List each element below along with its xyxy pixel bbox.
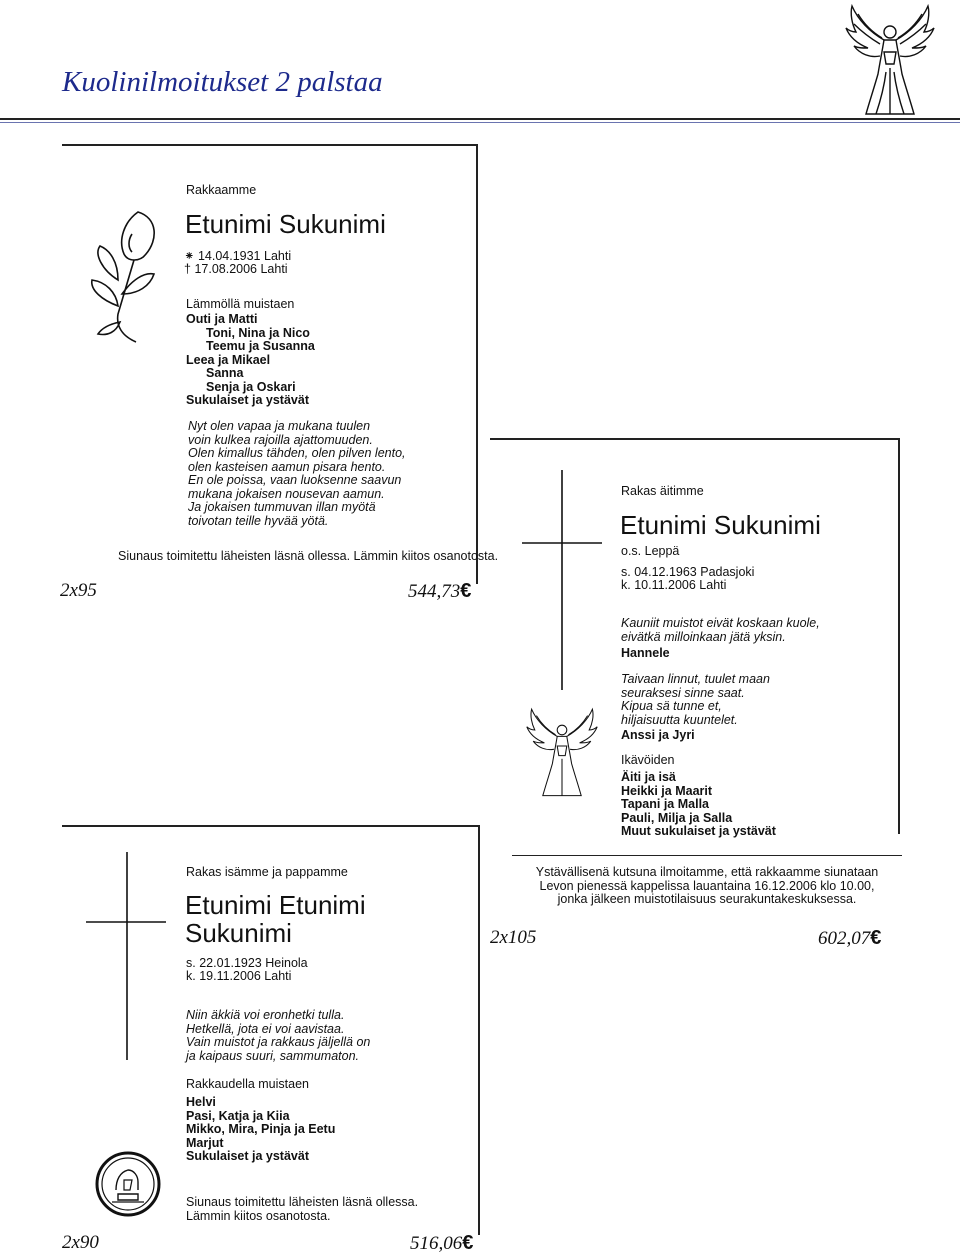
poem-line: olen kasteisen aamun pisara hento.: [188, 459, 386, 474]
angel-icon: [840, 2, 940, 120]
mourner: Heikki ja Maarit: [621, 783, 713, 798]
mourner: Sukulaiset ja ystävät: [186, 393, 309, 407]
mourner: Toni, Nina ja Nico: [206, 325, 310, 340]
mourner: Leea ja Mikael: [186, 352, 271, 367]
mourner: Sanna: [206, 366, 244, 380]
poem-line: Ja jokaisen tummuvan illan myötä: [188, 500, 376, 514]
poem-line: voin kulkea rajoilla ajattomuuden.: [188, 432, 373, 447]
notice-2-maiden: o.s. Leppä: [621, 544, 680, 558]
verse-line: Kauniit muistot eivät koskaan kuole,: [621, 616, 820, 630]
notice-2-price: [818, 927, 881, 950]
notice-2-verse-1: [621, 617, 820, 644]
notice-1-price: [408, 580, 471, 603]
page-title: Kuolinilmoitukset 2 palstaa: [62, 66, 383, 98]
mourner: Helvi: [186, 1095, 216, 1109]
notice-3-born: s. 22.01.1923 Heinola: [186, 956, 308, 970]
footer-line: jonka jälkeen muistotilaisuus seurakuntakeskuksessa.: [557, 892, 857, 906]
header-rule-top: [0, 118, 960, 120]
calla-lily-icon: [88, 210, 172, 350]
notice-1-mourners: [186, 313, 315, 408]
notice-3-price: [410, 1232, 473, 1255]
notice-1-intro: Rakkaamme: [186, 183, 257, 197]
mourner: Pasi, Katja ja Kiia: [186, 1108, 290, 1123]
verse-line: Kipua sä tunne et,: [621, 699, 722, 713]
notice-1-footer: Siunaus toimitettu läheisten läsnä ollessa. Lämmin kiitos osanotosta.: [118, 549, 499, 563]
mourner: Outi ja Matti: [186, 312, 258, 326]
poem-line: Olen kimallus tähden, olen pilven lento,: [188, 446, 406, 460]
notice-3-mourners-intro: Rakkaudella muistaen: [186, 1077, 309, 1091]
mourner: Teemu ja Susanna: [206, 339, 315, 353]
fisherman-medallion-icon: [94, 1150, 162, 1218]
mourner: Senja ja Oskari: [206, 379, 296, 394]
mourner: Sukulaiset ja ystävät: [186, 1149, 309, 1163]
notice-2-signer-1: Hannele: [621, 646, 670, 660]
notice-3-mourners: [186, 1096, 335, 1164]
footer-line: Levon pienessä kappelissa lauantaina 16.12.2006 klo 10.00,: [539, 878, 875, 893]
notice-1-size: 2x95: [60, 580, 97, 601]
notice-2-died: k. 10.11.2006 Lahti: [621, 578, 727, 592]
mourner: Mikko, Mira, Pinja ja Eetu: [186, 1122, 336, 1136]
poem-line: ja kaipaus suuri, sammumaton.: [186, 1048, 359, 1063]
price-value: 516,06: [410, 1233, 463, 1254]
notice-2-name: Etunimi Sukunimi: [620, 510, 821, 540]
verse-line: Taivaan linnut, tuulet maan: [621, 672, 770, 686]
notice-3-name-line-2: Sukunimi: [185, 918, 292, 948]
notice-2-signer-2: Anssi ja Jyri: [621, 728, 695, 742]
birth-star-icon: ⁕: [184, 249, 198, 263]
notice-3-name-line-1: Etunimi Etunimi: [185, 890, 366, 920]
mourner: Pauli, Milja ja Salla: [621, 810, 733, 825]
notice-2-born: s. 04.12.1963 Padasjoki: [621, 565, 755, 579]
header-rule-bottom: [0, 122, 960, 123]
price-value: 602,07: [818, 928, 871, 949]
poem-line: toivotan teille hyvää yötä.: [188, 513, 329, 528]
cross-and-angel-icon: [516, 470, 606, 830]
euro-symbol: €: [462, 1232, 474, 1254]
poem-line: Vain muistot ja rakkaus jäljellä on: [186, 1035, 371, 1049]
poem-line: En ole poissa, vaan luoksenne saavun: [188, 473, 402, 487]
notice-1-born: 14.04.1931 Lahti: [197, 249, 292, 263]
mourner: Muut sukulaiset ja ystävät: [621, 824, 776, 838]
mourner: Marjut: [186, 1135, 224, 1150]
notice-3-footer: [186, 1196, 418, 1223]
verse-line: hiljaisuutta kuuntelet.: [621, 712, 738, 727]
notice-1-name: Etunimi Sukunimi: [185, 209, 386, 239]
poem-line: Nyt olen vapaa ja mukana tuulen: [188, 419, 371, 433]
notice-2-verse-2: [621, 673, 770, 727]
mourner: Tapani ja Malla: [621, 797, 709, 811]
notice-1-died: 17.08.2006 Lahti: [194, 262, 288, 276]
notice-2-size: 2x105: [490, 927, 537, 948]
notice-3-intro: Rakas isämme ja pappamme: [186, 865, 348, 879]
notice-2-mourners: [621, 771, 776, 839]
poem-line: mukana jokaisen nousevan aamun.: [188, 486, 385, 501]
notice-3-died: k. 19.11.2006 Lahti: [186, 969, 292, 983]
notice-2-footer: [512, 866, 902, 907]
verse-line: seuraksesi sinne saat.: [621, 685, 745, 700]
price-value: 544,73: [408, 581, 461, 602]
notice-2-intro: Rakas äitimme: [621, 484, 704, 498]
poem-line: Hetkellä, jota ei voi aavistaa.: [186, 1021, 345, 1036]
mourner: Äiti ja isä: [621, 770, 676, 784]
cross-icon: [84, 852, 168, 1062]
notice-3-size: 2x90: [62, 1232, 99, 1253]
footer-line: Ystävällisenä kutsuna ilmoitamme, että rakkaamme siunataan: [535, 865, 879, 879]
footer-line: Lämmin kiitos osanotosta.: [186, 1208, 331, 1223]
notice-2-mourners-intro: Ikävöiden: [621, 753, 675, 767]
notice-3-poem: [186, 1009, 370, 1063]
verse-line: eivätkä milloinkaan jätä yksin.: [621, 629, 786, 644]
notice-1-poem: [188, 420, 406, 528]
notice-1-mourners-intro: Lämmöllä muistaen: [186, 297, 295, 311]
footer-line: Siunaus toimitettu läheisten läsnä ollessa.: [186, 1195, 419, 1209]
poem-line: Niin äkkiä voi eronhetki tulla.: [186, 1008, 345, 1022]
death-cross-icon: †: [184, 262, 195, 276]
euro-symbol: €: [870, 927, 882, 949]
euro-symbol: €: [460, 580, 472, 602]
